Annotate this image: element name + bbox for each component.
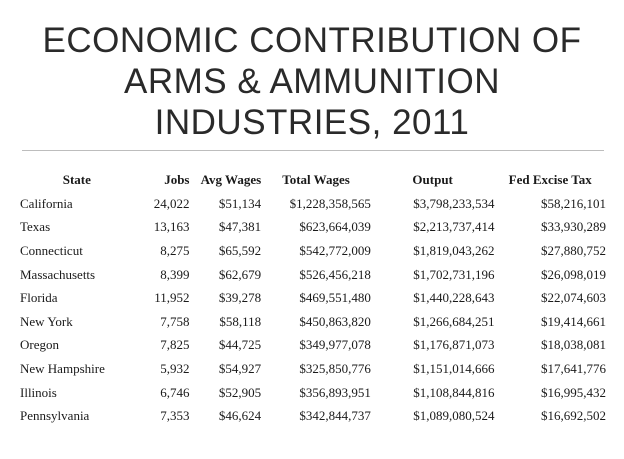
cell-state: Oregon (20, 337, 59, 353)
title-line-1: ECONOMIC CONTRIBUTION OF (42, 21, 582, 60)
cell-state: Connecticut (20, 242, 83, 258)
cell-avg-wages: $46,624 (218, 408, 262, 424)
cell-total-wages: $450,863,820 (299, 313, 371, 329)
cell-avg-wages: $54,927 (218, 360, 262, 376)
cell-jobs: 6,746 (160, 384, 190, 400)
cell-fed-excise-tax: $16,692,502 (541, 408, 606, 424)
cell-total-wages: $542,772,009 (299, 242, 371, 258)
cell-jobs: 7,353 (160, 408, 190, 424)
cell-jobs: 8,399 (160, 266, 190, 282)
cell-fed-excise-tax: $19,414,661 (541, 313, 606, 329)
table-row (16, 404, 606, 428)
cell-output: $1,702,731,196 (413, 266, 495, 282)
cell-avg-wages: $52,905 (218, 384, 262, 400)
cell-fed-excise-tax: $17,641,776 (541, 360, 606, 376)
cell-jobs: 13,163 (153, 219, 190, 235)
cell-output: $1,176,871,073 (413, 337, 495, 353)
table-row (16, 263, 606, 287)
cell-output: $3,798,233,534 (413, 195, 495, 211)
cell-total-wages: $623,664,039 (299, 219, 371, 235)
cell-output: $1,151,014,666 (413, 360, 495, 376)
header-state: State (62, 172, 91, 187)
cell-state: Illinois (20, 384, 57, 400)
table-row (16, 357, 606, 381)
header-total-wages: Total Wages (282, 172, 350, 187)
cell-state: Texas (20, 219, 51, 235)
cell-state: Massachusetts (20, 266, 96, 282)
table-row (16, 286, 606, 310)
cell-jobs: 24,022 (153, 195, 190, 211)
cell-total-wages: $342,844,737 (299, 408, 371, 424)
cell-output: $2,213,737,414 (413, 219, 495, 235)
table-header-row (16, 168, 606, 192)
title-line-3: INDUSTRIES, 2011 (154, 103, 470, 142)
cell-avg-wages: $51,134 (218, 195, 262, 211)
cell-total-wages: $526,456,218 (299, 266, 371, 282)
cell-avg-wages: $47,381 (218, 219, 262, 235)
table-row (16, 381, 606, 405)
cell-jobs: 5,932 (160, 360, 190, 376)
cell-fed-excise-tax: $26,098,019 (541, 266, 606, 282)
cell-fed-excise-tax: $27,880,752 (541, 242, 606, 258)
cell-total-wages: $469,551,480 (299, 290, 371, 306)
cell-output: $1,108,844,816 (413, 384, 495, 400)
cell-fed-excise-tax: $16,995,432 (541, 384, 606, 400)
cell-fed-excise-tax: $22,074,603 (541, 290, 606, 306)
cell-avg-wages: $62,679 (218, 266, 262, 282)
table-row (16, 334, 606, 358)
cell-fed-excise-tax: $33,930,289 (541, 219, 606, 235)
title-line-2: ARMS & AMMUNITION (123, 62, 501, 101)
page-title (0, 20, 624, 143)
cell-fed-excise-tax: $58,216,101 (541, 195, 606, 211)
cell-total-wages: $356,893,951 (299, 384, 371, 400)
cell-fed-excise-tax: $18,038,081 (541, 337, 606, 353)
cell-state: Pennsylvania (20, 408, 90, 424)
cell-jobs: 7,825 (160, 337, 190, 353)
title-divider (22, 150, 604, 151)
table-row (16, 192, 606, 216)
cell-jobs: 7,758 (160, 313, 190, 329)
cell-avg-wages: $58,118 (219, 313, 262, 329)
header-fed-excise-tax: Fed Excise Tax (508, 172, 592, 187)
cell-total-wages: $349,977,078 (299, 337, 371, 353)
cell-state: California (20, 195, 73, 211)
cell-jobs: 8,275 (160, 242, 190, 258)
cell-state: Florida (20, 290, 58, 306)
cell-total-wages: $325,850,776 (299, 360, 371, 376)
cell-output: $1,266,684,251 (413, 313, 495, 329)
cell-avg-wages: $65,592 (218, 242, 262, 258)
cell-output: $1,089,080,524 (413, 408, 495, 424)
cell-output: $1,819,043,262 (413, 242, 495, 258)
contribution-table (16, 168, 606, 428)
header-output: Output (412, 172, 453, 187)
table-row (16, 239, 606, 263)
header-avg-wages: Avg Wages (200, 172, 262, 187)
cell-avg-wages: $44,725 (218, 337, 262, 353)
cell-output: $1,440,228,643 (413, 290, 495, 306)
cell-total-wages: $1,228,358,565 (289, 195, 371, 211)
table-row (16, 216, 606, 240)
cell-avg-wages: $39,278 (218, 290, 262, 306)
cell-state: New York (20, 313, 73, 329)
cell-state: New Hampshire (20, 360, 105, 376)
cell-jobs: 11,952 (154, 290, 190, 306)
header-jobs: Jobs (164, 172, 190, 187)
table-row (16, 310, 606, 334)
